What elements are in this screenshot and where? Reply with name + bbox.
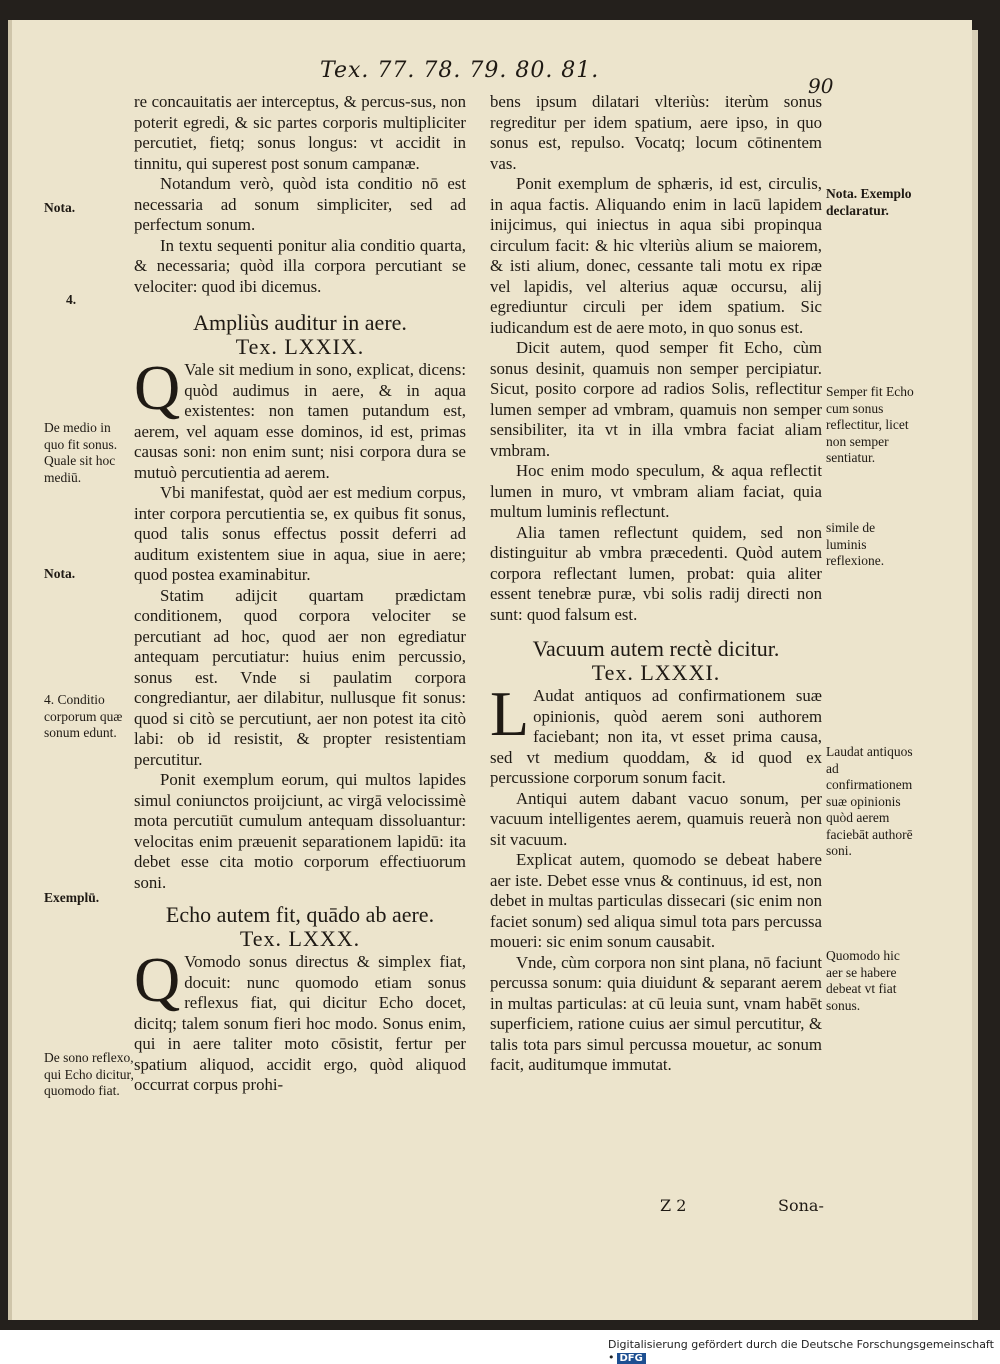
- drop-capital: L: [490, 678, 530, 749]
- margin-note-right: simile de luminis reflexione.: [826, 520, 885, 568]
- catchword: Sona-: [778, 1196, 824, 1215]
- text-number-heading: Tex. LXXX.: [239, 926, 361, 951]
- text-number-heading: Tex. LXXIX.: [235, 334, 365, 359]
- margin-note-right: Quomodo hic aer se habere debeat vt fiat sonus.: [826, 948, 900, 1013]
- margin-note-left: De medio in quo fit sonus. Quale sit hoc mediū.: [44, 420, 118, 485]
- paragraph: Vbi manifestat, quòd aer est medium corpus, inter corpora percutientia se, ex quibus fit sonus, quod talis sonus effectus possit deferri ad auditum existentem siue in aqua, siue in aere; quod postea examinabitur.: [134, 483, 466, 584]
- paragraph: Hoc enim modo speculum, & aqua reflectit lumen in muro, vt vmbram aliam faciat, quia multum luminis reflectunt.: [490, 461, 822, 521]
- margin-note-left: 4.: [66, 292, 77, 307]
- margin-note-right: Semper fit Echo cum sonus reflectitur, licet non semper sentiatur.: [826, 384, 914, 465]
- left-column: [134, 92, 466, 1096]
- text-number-heading: Tex. LXXXI.: [591, 660, 721, 685]
- page-edge: [972, 30, 978, 1320]
- margin-note-left: 4. Conditio corporum quæ sonum edunt.: [44, 692, 123, 740]
- margin-note-left: De sono reflexo, qui Echo dicitur, quomodo fiat.: [44, 1050, 134, 1098]
- paragraph: Notandum verò, quòd ista conditio nō est necessaria ad sonum simpliciter, sed ad perfectum sonum.: [134, 174, 466, 234]
- margin-note-right: Nota. Exemplo declaratur.: [826, 186, 912, 218]
- margin-note-left: Exemplū.: [44, 890, 100, 905]
- paragraph: Alia tamen reflectunt quidem, sed non distinguitur ab vmbra præcedenti. Quòd autem corpora reflectant lumen, probat: quia aliter essent tenebræ puræ, vbi solis radij directi non sunt: quod falsum est.: [490, 522, 822, 624]
- paragraph: Vomodo sonus directus & simplex fiat, docuit: nunc quomodo etiam sonus reflexus fiat, qui dicitur Echo docet, dicitq; talem sonum fieri hoc modo. Sonus enim, qui in aere taliter moto cōsistit, fertur per spatium aliquod, accidit ergo, quòd aliquod occurrat corpus prohi-: [134, 952, 466, 1094]
- paragraph: bens ipsum dilatari vlteriùs: iterùm sonus regreditur per idem spatium, aere ipso, in quo sonus est, repulso. Vocatq; locum cōtinentem vas.: [490, 92, 822, 173]
- paragraph: Vale sit medium in sono, explicat, dicens: quòd audimus in aere, & in aqua existentes: non tamen putandum est, aerem, vel aquam esse dominos, id est, primas causas soni: non enim sunt; nisi corpora dura se mutuò percutientia ad aerem.: [134, 360, 466, 482]
- drop-capital: Q: [134, 944, 181, 1015]
- footer-text: Digitalisierung gefördert durch die Deutsche Forschungsgemeinschaft •: [608, 1338, 994, 1364]
- paragraph: Ponit exemplum de sphæris, id est, circulis, in aqua factis. Aliquando enim in lacū lapidem inijcimus, qui iniectus in aqua sibi propinqua circulum facit: & hic vlteriùs alium se maiorem, & isti alium, donec, cessante tali motu ex ripæ vel lapidis, vel alterius aquæ occursu, alij egrediuntur circuli per idem spatium. Sic iudicandum est de aere moto, in quo sonus est.: [490, 174, 822, 337]
- dfg-logo: DFG: [617, 1353, 646, 1364]
- folio-number: 90: [808, 74, 834, 98]
- section-heading: Vacuum autem rectè dicitur.: [532, 636, 780, 661]
- running-head: Tex. 77. 78. 79. 80. 81.: [320, 58, 600, 83]
- paragraph: Vnde, cùm corpora non sint plana, nō faciunt percussa sonum: quia diuidunt & separant aerem in multas particulas: at cū leuia sunt, vnam habēt superficiem, ratione cuius aer simul percutitur, & talis tota pars simul percussa mouetur, ac sonum facit, auditumque immutat.: [490, 952, 822, 1074]
- margin-note-left: Nota.: [44, 200, 76, 215]
- paragraph: Audat antiquos ad confirmationem suæ opinionis, quòd aerem soni authorem faciebant; non ita, vt esset prima causa, sed vt medium quoddam, & id quod ex percussione corporum sonum facit.: [490, 686, 822, 787]
- paragraph: Dicit autem, quod semper fit Echo, cùm sonus desinit, quamuis non semper percipiatur. Sicut, posito corpore ad radios Solis, reflectitur lumen semper ad vmbram, quamuis non semper sensibiliter, ita vt in illa vmbra faciat aliam vmbram.: [490, 338, 822, 460]
- paragraph: re concauitatis aer interceptus, & percus-sus, non poterit egredi, & sic partes corporis multipliciter percutiet, fietq; sonus longus: vt accidit in tinnitu, qui superest post sonum campanæ.: [134, 92, 466, 173]
- section-heading: Echo autem fit, quādo ab aere.: [165, 902, 435, 927]
- drop-capital: Q: [134, 352, 181, 423]
- signature-mark: Z 2: [660, 1196, 687, 1215]
- margin-note-left: Nota.: [44, 566, 76, 581]
- paragraph: Antiqui autem dabant vacuo sonum, per vacuum intelligentes aerem, quamuis reuerà non sit vacuum.: [490, 788, 822, 849]
- margin-note-right: Laudat antiquos ad confirmationem suæ opinionis quòd aerem faciebāt authorē soni.: [826, 744, 913, 858]
- right-column: [490, 92, 822, 1076]
- section-heading: Ampliùs auditur in aere.: [193, 310, 407, 335]
- paragraph: In textu sequenti ponitur alia conditio quarta, & necessaria; quòd illa corpora percutiant se velociter: quod ibi dicemus.: [134, 235, 466, 296]
- paragraph: Statim adijcit quartam prædictam conditionem, quod corpora velociter se percutiant ad hoc, quod aer non egrediatur antequam percutiatur: huius enim percussio, sonus est. Vnde si paulatim corpora congrediantur, aer dilabitur, nullusque fit sonus: quod si citò se percutiunt, aer non potest ita citò labi: ob id resistit, & propter resistentiam percutitur.: [134, 585, 466, 769]
- paragraph: Explicat autem, quomodo se debeat habere aer iste. Debet esse vnus & continuus, id est, non debet in multas particulas dissecari (sic enim non faciet sonum) sed aliqua simul tota pars percussa moueri: sic enim sonum causabit.: [490, 850, 822, 951]
- paragraph: Ponit exemplum eorum, qui multos lapides simul coniunctos proijciunt, ac virgā velocissimè mota percutiūt cumulum antequam dissoluantur: velocitas enim præuenit separationem lapidū: ita debet esse cita motio corporum effectiuorum soni.: [134, 770, 466, 892]
- digitization-footer: [608, 1338, 1000, 1364]
